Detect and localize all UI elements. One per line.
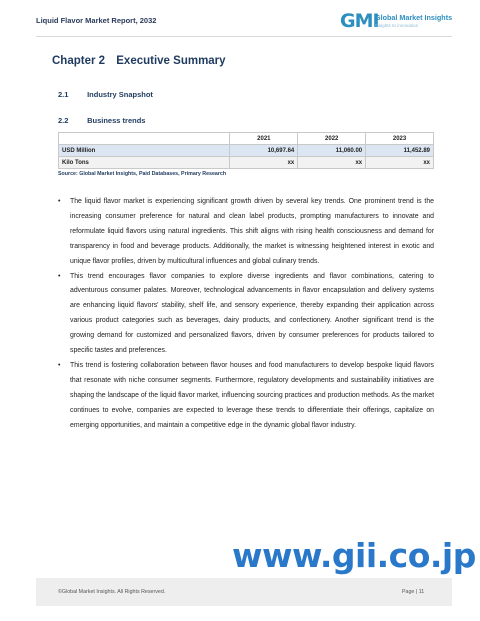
footer-copyright: ©Global Market Insights. All Rights Reserved.: [58, 589, 166, 595]
watermark: www.gii.co.jp: [232, 536, 476, 575]
list-item: [58, 270, 434, 359]
section-heading-business-trends: [58, 116, 145, 125]
bullet-icon: •: [58, 272, 61, 280]
section-number: 2.1: [58, 90, 69, 99]
chapter-title: Executive Summary: [116, 55, 226, 67]
chapter-number: Chapter 2: [52, 55, 106, 67]
section-number: 2.2: [58, 116, 69, 125]
table-source-note: Source: Global Market Insights, Paid Databases, Primary Research: [58, 171, 227, 177]
table-header-row: [59, 133, 434, 145]
table-row: [59, 145, 434, 157]
bullet-icon: •: [58, 198, 61, 205]
chapter-heading: [52, 55, 226, 67]
business-trends-list: [58, 195, 434, 434]
table-header-year: 2021: [230, 133, 298, 145]
list-item: [58, 359, 434, 434]
list-item-text: This trend encourages flavor companies to explore diverse ingredients and flavor combinations, catering to adventurous consumer palates. Moreover, technological advancements in flavor encapsulation and delivery systems are enhancing liquid flavors' stability, shelf life, and sensory experience, thereby expanding their application across various product categories such as beverages, dairy products, and confectionery. Another significant trend is the growing demand for customized and personalized flavors, driven by consumer preferences for products tailored to specific tastes and preferences.: [70, 272, 434, 355]
table-header-year: 2022: [298, 133, 366, 145]
bullet-icon: •: [58, 361, 61, 369]
table-row: [59, 157, 434, 169]
table-cell: 11,060.00: [298, 145, 366, 157]
logo-name: Global Market Insights: [375, 13, 453, 22]
list-item-text: This trend is fostering collaboration between flavor houses and food manufacturers to develop bespoke liquid flavors that resonate with niche consumer segments. Furthermore, regulatory developments and sustainability initiatives are shaping the landscape of the liquid flavor market, influencing sourcing practices and production methods. As the market continues to evolve, companies are expected to leverage these trends to differentiate their offerings, capitalize on emerging opportunities, and maintain a competitive edge in the dynamic global flavor industry.: [70, 361, 434, 429]
table-row-label: USD Million: [59, 145, 230, 157]
section-title: Business trends: [87, 116, 146, 125]
list-item: [58, 195, 434, 270]
table-cell: xx: [298, 157, 366, 169]
gmi-logo: [340, 8, 452, 34]
logo-mark: GMI: [340, 10, 379, 32]
section-title: Industry Snapshot: [87, 90, 153, 99]
list-item-text: The liquid flavor market is experiencing significant growth driven by several key trends. One prominent trend is the increasing consumer preference for natural and clean label products, prompting manufacturers to innovate and reformulate liquid flavors using natural ingredients. This shift aligns with rising health consciousness and demand for transparency in food and beverage products. Additionally, the market is witnessing heightened interest in exotic and unique flavor profiles, driven by multicultural influences and global culinary trends.: [70, 198, 434, 265]
section-heading-industry-snapshot: [58, 90, 153, 99]
table-cell: xx: [230, 157, 298, 169]
table-header-year: 2023: [366, 133, 434, 145]
table-row-label: Kilo Tons: [59, 157, 230, 169]
table-header-empty: [59, 133, 230, 145]
table-cell: xx: [366, 157, 434, 169]
report-title: Liquid Flavor Market Report, 2032: [36, 16, 157, 25]
table-cell: 11,452.89: [366, 145, 434, 157]
table-cell: 10,697.64: [230, 145, 298, 157]
header-divider: [36, 36, 452, 37]
footer-page-number: Page | 11: [402, 589, 425, 595]
logo-tagline: Insights to innovation: [375, 23, 419, 28]
market-size-table: [58, 132, 434, 169]
